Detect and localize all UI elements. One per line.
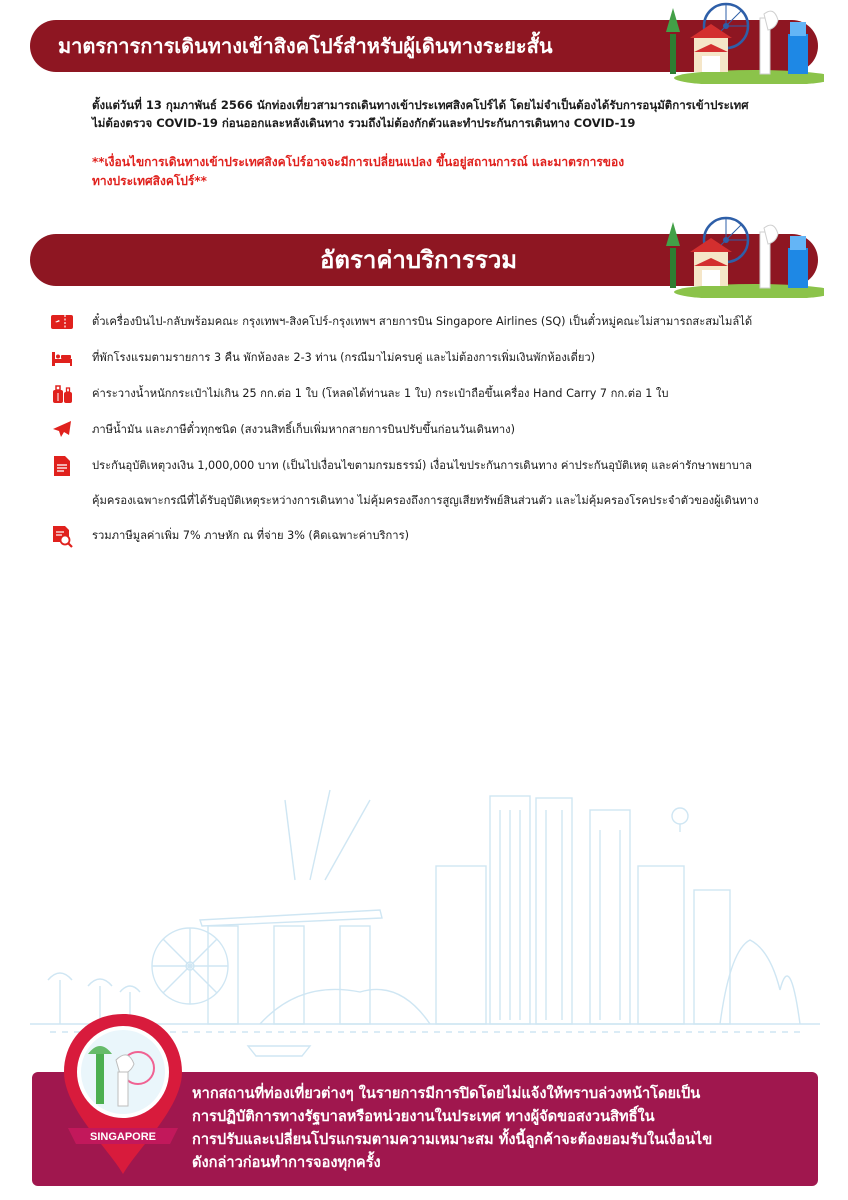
notice-text — [192, 1082, 802, 1174]
section-title-service-rate: อัตราค่าบริการรวม — [320, 246, 518, 274]
service-item-luggage — [50, 382, 820, 406]
intro-line: ไม่ต้องตรวจ COVID-19 ก่อนออกและหลังเดินทาง รวมถึงไม่ต้องกักตัวและทำประกันการเดินทาง COVID-19 — [92, 116, 636, 130]
service-item-vat — [50, 524, 820, 548]
service-item-hotel — [50, 346, 820, 370]
singapore-landmarks-illustration — [664, 0, 824, 84]
service-item-insurance — [50, 454, 820, 478]
service-item-text: ค่าระวางน้ำหนักกระเป๋าไม่เกิน 25 กก.ต่อ 1 ใบ (โหลดได้ท่านละ 1 ใบ) กระเป๋าถือขึ้นเครื่อง Hand Carry 7 กก.ต่อ 1 ใบ — [92, 387, 669, 400]
notice-line: การปฏิบัติการทางรัฐบาลหรือหน่วยงานในประเทศ ทางผู้จัดขอสงวนสิทธิ์ใน — [192, 1108, 655, 1125]
notice-line: หากสถานที่ท่องเที่ยวต่างๆ ในรายการมีการปิดโดยไม่แจ้งให้ทราบล่วงหน้าโดยเป็น — [192, 1085, 701, 1102]
service-item-insurance-continued — [50, 489, 820, 513]
service-item-text: ประกันอุบัติเหตุวงเงิน 1,000,000 บาท (เป็นไปเงื่อนไขตามกรมธรรม์) เงื่อนไขประกันการเดินทาง ค่าประกันอุบัติเหตุ และค่ารักษาพยาบาล — [92, 459, 753, 472]
warning-line: ทางประเทศสิงคโปร์** — [92, 174, 207, 188]
bed-icon — [50, 346, 74, 370]
notice-line: ดังกล่าวก่อนทำการจองทุกครั้ง — [192, 1154, 381, 1171]
service-item-ticket — [50, 310, 820, 334]
ticket-icon — [50, 310, 74, 334]
singapore-map-pin-badge — [58, 1010, 188, 1180]
intro-line: ตั้งแต่วันที่ 13 กุมภาพันธ์ 2566 นักท่องเที่ยวสามารถเดินทางเข้าประเทศสิงคโปร์ได้ โดยไม่จำเป็นต้องได้รับการอนุมัติการเข้าประเทศ — [92, 98, 749, 112]
insurance-document-icon — [50, 454, 74, 478]
travel-conditions-warning — [92, 153, 732, 191]
section-title-travel-measures: มาตรการการเดินทางเข้าสิงคโปร์สำหรับผู้เดินทางระยะสั้น — [58, 34, 553, 58]
service-item-text: คุ้มครองเฉพาะกรณีที่ได้รับอุบัติเหตุระหว่างการเดินทาง ไม่คุ้มครองถึงการสูญเสียทรัพย์สินส่วนตัว และไม่คุ้มครองโรคประจำตัวของผู้เดินทาง — [92, 494, 759, 507]
travel-measures-intro — [92, 96, 792, 132]
service-item-text: ภาษีน้ำมัน และภาษีตั๋วทุกชนิด (สงวนสิทธิ์เก็บเพิ่มหากสายการบินปรับขึ้นก่อนวันเดินทาง) — [92, 423, 516, 436]
notice-line: การปรับและเปลี่ยนโปรแกรมตามความเหมาะสม ทั้งนี้ลูกค้าจะต้องยอมรับในเงื่อนไข — [192, 1131, 713, 1148]
service-item-text: รวมภาษีมูลค่าเพิ่ม 7% ภาษหัก ณ ที่จ่าย 3% (คิดเฉพาะค่าบริการ) — [92, 529, 409, 542]
service-item-text: ตั๋วเครื่องบินไป-กลับพร้อมคณะ กรุงเทพฯ-สิงคโปร์-กรุงเทพฯ สายการบิน Singapore Airlines (SQ) เป็นตั๋วหมู่คณะไม่สามารถสะสมไมล์ได้ — [92, 315, 753, 328]
luggage-icon — [50, 382, 74, 406]
warning-line: **เงื่อนไขการเดินทางเข้าประเทศสิงคโปร์อาจจะมีการเปลี่ยนแปลง ขึ้นอยู่สถานการณ์ และมาตรการของ — [92, 155, 625, 169]
vat-document-icon — [50, 524, 74, 548]
airplane-icon — [50, 418, 74, 442]
service-item-text: ที่พักโรงแรมตามรายการ 3 คืน พักห้องละ 2-3 ท่าน (กรณีมาไม่ครบคู่ และไม่ต้องการเพิ่มเงินพักห้องเดี่ยว) — [92, 351, 596, 364]
singapore-badge-label: SINGAPORE — [89, 1131, 157, 1143]
section-banner-service-rate — [30, 234, 818, 286]
service-item-tax — [50, 418, 820, 442]
section-banner-travel-measures — [30, 20, 818, 72]
singapore-landmarks-illustration — [664, 212, 824, 298]
